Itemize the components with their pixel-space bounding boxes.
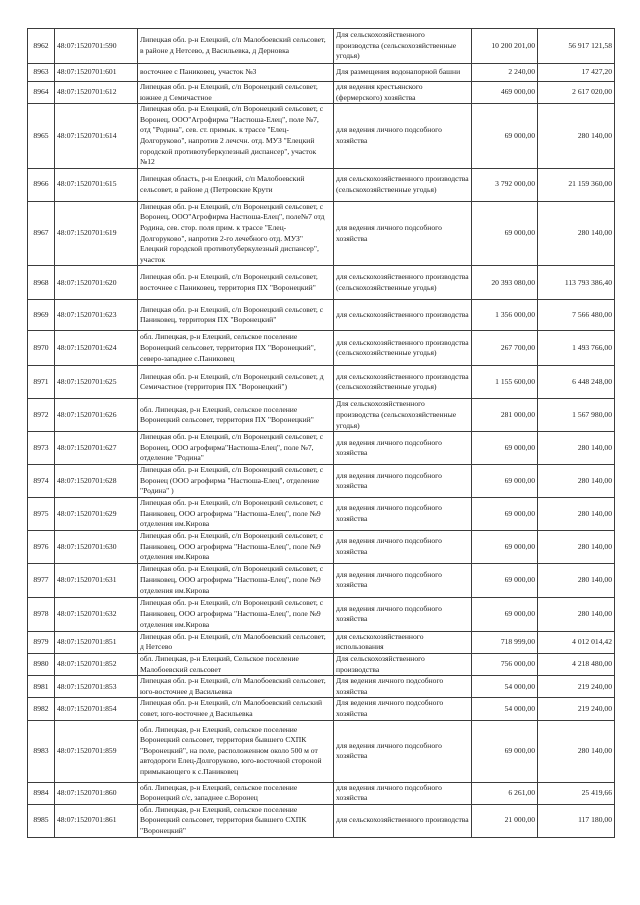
cadastral-value-cell: 280 140,00: [538, 104, 615, 169]
address-cell: Липецкая обл. р-н Елецкий, с/п Воронецкий сельсовет, с Паниковец, ООО агрофирма "Настюша-Елец", поле №9 отделения им.Кирова: [138, 498, 334, 531]
area-cell: 69 000,00: [472, 201, 538, 266]
area-cell: 69 000,00: [472, 720, 538, 782]
area-cell: 718 999,00: [472, 631, 538, 653]
row-number: 8971: [28, 366, 55, 399]
area-cell: 469 000,00: [472, 82, 538, 104]
cadastral-number: 48:07:1520701:620: [55, 266, 138, 300]
table-row: [28, 168, 615, 201]
cadastral-value-cell: 6 448 248,00: [538, 366, 615, 399]
table-row: [28, 201, 615, 266]
row-number: 8967: [28, 201, 55, 266]
row-number: 8980: [28, 654, 55, 676]
address-cell: Липецкая обл. р-н Елецкий, с/п Воронецкий сельсовет, с Паниковец, территория ПХ "Воронецкий": [138, 300, 334, 331]
address-cell: Липецкая обл. р-н Елецкий, с/п Воронецкий сельсовет, с Воронец, ООО"Агрофирма "Настюша-Елец", поле №7, отд "Родина", сев. ст. примык. к трассе "Елец-Долгоруково", напротив 2 лечсчн. отд. МУЗ "Елецкий городской противотуберкулезный диспансер", участок №12: [138, 104, 334, 169]
address-cell: Липецкая обл. р-н Елецкий, с/п Воронецкий сельсовет, д Семичастное (территория ПХ "Воронецкий"): [138, 366, 334, 399]
cadastral-number: 48:07:1520701:629: [55, 498, 138, 531]
row-number: 8984: [28, 782, 55, 804]
area-cell: 69 000,00: [472, 498, 538, 531]
cadastral-number: 48:07:1520701:860: [55, 782, 138, 804]
area-cell: 54 000,00: [472, 698, 538, 720]
cadastral-number: 48:07:1520701:615: [55, 168, 138, 201]
land-use-cell: Для сельскохозяйственного производства: [334, 654, 472, 676]
cadastral-value-cell: 219 240,00: [538, 698, 615, 720]
table-row: [28, 530, 615, 563]
cadastral-number: 48:07:1520701:632: [55, 597, 138, 631]
table-row: [28, 804, 615, 837]
address-cell: Липецкая обл. р-н Елецкий, с/п Малобоевский сельский совет, юго-восточнее д Васильевка: [138, 698, 334, 720]
row-number: 8979: [28, 631, 55, 653]
address-cell: обл. Липецкая, р-н Елецкий, сельское поселение Воронецкий сельсовет, территория бывшего СХПК "Воронецкий": [138, 804, 334, 837]
area-cell: 21 000,00: [472, 804, 538, 837]
row-number: 8983: [28, 720, 55, 782]
address-cell: Липецкая обл. р-н Елецкий, с/п Воронецкий сельсовет, южнее д Семичастное: [138, 82, 334, 104]
row-number: 8981: [28, 676, 55, 698]
address-cell: Липецкая обл. р-н Елецкий, с/п Малобоевский сельсовет, в районе д Нетсево, д Васильевка, д Дерновка: [138, 29, 334, 64]
row-number: 8974: [28, 465, 55, 498]
row-number: 8975: [28, 498, 55, 531]
table-row: [28, 465, 615, 498]
cadastral-value-cell: 2 617 020,00: [538, 82, 615, 104]
area-cell: 3 792 000,00: [472, 168, 538, 201]
address-cell: обл. Липецкая, р-н Елецкий, сельское поселение Воронецкий с/с, западнее с.Воронец: [138, 782, 334, 804]
cadastral-value-cell: 56 917 121,58: [538, 29, 615, 64]
land-use-cell: для ведения личного подсобного хозяйства: [334, 530, 472, 563]
cadastral-value-cell: 219 240,00: [538, 676, 615, 698]
table-row: [28, 104, 615, 169]
cadastral-value-cell: 7 566 480,00: [538, 300, 615, 331]
cadastral-value-cell: 113 793 386,40: [538, 266, 615, 300]
table-row: [28, 676, 615, 698]
row-number: 8982: [28, 698, 55, 720]
cadastral-value-cell: 1 493 766,00: [538, 331, 615, 366]
land-use-cell: Для ведения личного подсобного хозяйства: [334, 676, 472, 698]
cadastral-number: 48:07:1520701:853: [55, 676, 138, 698]
area-cell: 69 000,00: [472, 597, 538, 631]
address-cell: обл. Липецкая, р-н Елецкий, сельское поселение Воронецкий сельсовет, территория ПХ "Воронецкий", северо-западнее с.Паниковец: [138, 331, 334, 366]
cadastral-number: 48:07:1520701:852: [55, 654, 138, 676]
cadastral-value-cell: 4 218 480,00: [538, 654, 615, 676]
area-cell: 1 155 600,00: [472, 366, 538, 399]
table-row: [28, 300, 615, 331]
land-use-cell: для сельскохозяйственного производства (сельскохозяйственные угодья): [334, 168, 472, 201]
area-cell: 756 000,00: [472, 654, 538, 676]
row-number: 8963: [28, 64, 55, 82]
cadastral-number: 48:07:1520701:861: [55, 804, 138, 837]
cadastral-number: 48:07:1520701:627: [55, 432, 138, 465]
cadastral-value-cell: 25 419,66: [538, 782, 615, 804]
cadastral-number: 48:07:1520701:859: [55, 720, 138, 782]
address-cell: Липецкая обл. р-н Елецкий, с/п Воронецкий сельсовет, с Воронец, ООО агрофирма"Настюша-Елец", поле №7, отделение "Родина": [138, 432, 334, 465]
land-use-cell: для сельскохозяйственного производства (сельскохозяйственные угодья): [334, 366, 472, 399]
cadastral-value-cell: 280 140,00: [538, 498, 615, 531]
address-cell: восточнее с Паниковец, участок №3: [138, 64, 334, 82]
address-cell: Липецкая обл. р-н Елецкий, с/п Воронецкий сельсовет, с Воронец (ООО агрофирма "Настюша-Елец", отделение "Родина" ): [138, 465, 334, 498]
land-use-cell: для ведения личного подсобного хозяйства: [334, 782, 472, 804]
address-cell: обл. Липецкая, р-н Елецкий, сельское поселение Воронецкий сельсовет, территория ПХ "Воронецкий": [138, 399, 334, 432]
table-row: [28, 720, 615, 782]
row-number: 8969: [28, 300, 55, 331]
cadastral-number: 48:07:1520701:619: [55, 201, 138, 266]
land-use-cell: для сельскохозяйственного производства: [334, 300, 472, 331]
area-cell: 69 000,00: [472, 104, 538, 169]
land-use-cell: Для размещения водонапорной башни: [334, 64, 472, 82]
area-cell: 69 000,00: [472, 563, 538, 597]
row-number: 8973: [28, 432, 55, 465]
area-cell: 69 000,00: [472, 530, 538, 563]
address-cell: Липецкая обл. р-н Елецкий, с/п Воронецкий сельсовет, восточнее с Паниковец, территория ПХ "Воронецкий": [138, 266, 334, 300]
row-number: 8964: [28, 82, 55, 104]
table-row: [28, 366, 615, 399]
area-cell: 281 000,00: [472, 399, 538, 432]
address-cell: Липецкая область, р-н Елецкий, с/п Малобоевский сельсовет, в районе д (Петровские Крути: [138, 168, 334, 201]
address-cell: Липецкая обл. р-н Елецкий, с/п Воронецкий сельсовет, с Паниковец, ООО агрофирма "Настюша-Елец", поле №9 отделения им.Кирова: [138, 597, 334, 631]
land-use-cell: для сельскохозяйственного использования: [334, 631, 472, 653]
cadastral-value-cell: 4 012 014,42: [538, 631, 615, 653]
land-use-cell: для ведения личного подсобного хозяйства: [334, 498, 472, 531]
cadastral-value-cell: 280 140,00: [538, 465, 615, 498]
address-cell: обл. Липецкая, р-н Елецкий, сельское поселение Воронецкий сельсовет, территория бывшего СХПК "Воронецкий", на поле, расположенном около 500 м от автодороги Елец-Долгоруково, юго-восточной стороной примыкающего к с.Паниковец: [138, 720, 334, 782]
cadastral-value-cell: 280 140,00: [538, 563, 615, 597]
cadastral-number: 48:07:1520701:854: [55, 698, 138, 720]
cadastral-value-cell: 117 180,00: [538, 804, 615, 837]
land-use-cell: для ведения личного подсобного хозяйства: [334, 597, 472, 631]
cadastral-value-cell: 17 427,20: [538, 64, 615, 82]
table-row: [28, 782, 615, 804]
cadastral-number: 48:07:1520701:614: [55, 104, 138, 169]
area-cell: 2 240,00: [472, 64, 538, 82]
table-row: [28, 331, 615, 366]
land-use-cell: для ведения личного подсобного хозяйства: [334, 720, 472, 782]
area-cell: 20 393 080,00: [472, 266, 538, 300]
address-cell: обл. Липецкая, р-н Елецкий, Сельское поселение Малобоевский сельсовет: [138, 654, 334, 676]
cadastral-number: 48:07:1520701:590: [55, 29, 138, 64]
land-use-cell: для ведения личного подсобного хозяйства: [334, 432, 472, 465]
cadastral-value-cell: 21 159 360,00: [538, 168, 615, 201]
land-use-cell: Для сельскохозяйственного производства (сельскохозяйственные угодья): [334, 29, 472, 64]
table-row: [28, 266, 615, 300]
cadastral-value-cell: 280 140,00: [538, 530, 615, 563]
row-number: 8978: [28, 597, 55, 631]
area-cell: 54 000,00: [472, 676, 538, 698]
row-number: 8985: [28, 804, 55, 837]
cadastral-value-cell: 280 140,00: [538, 597, 615, 631]
land-plot-table: [27, 28, 615, 838]
row-number: 8962: [28, 29, 55, 64]
cadastral-number: 48:07:1520701:624: [55, 331, 138, 366]
table-row: [28, 597, 615, 631]
table-row: [28, 631, 615, 653]
table-row: [28, 698, 615, 720]
land-use-cell: для сельскохозяйственного производства (сельскохозяйственные угодья): [334, 331, 472, 366]
cadastral-number: 48:07:1520701:631: [55, 563, 138, 597]
area-cell: 10 200 201,00: [472, 29, 538, 64]
cadastral-value-cell: 280 140,00: [538, 432, 615, 465]
cadastral-value-cell: 280 140,00: [538, 201, 615, 266]
land-use-cell: для ведения личного подсобного хозяйства: [334, 201, 472, 266]
cadastral-number: 48:07:1520701:851: [55, 631, 138, 653]
table-row: [28, 432, 615, 465]
address-cell: Липецкая обл. р-н Елецкий, с/п Малобоевский сельсовет, юго-восточнее д Васильевка: [138, 676, 334, 698]
table-row: [28, 82, 615, 104]
table-row: [28, 64, 615, 82]
cadastral-number: 48:07:1520701:623: [55, 300, 138, 331]
land-use-cell: для ведения личного подсобного хозяйства: [334, 465, 472, 498]
table-row: [28, 399, 615, 432]
row-number: 8976: [28, 530, 55, 563]
land-use-cell: для сельскохозяйственного производства: [334, 804, 472, 837]
cadastral-number: 48:07:1520701:625: [55, 366, 138, 399]
area-cell: 69 000,00: [472, 465, 538, 498]
cadastral-number: 48:07:1520701:628: [55, 465, 138, 498]
row-number: 8968: [28, 266, 55, 300]
row-number: 8972: [28, 399, 55, 432]
area-cell: 1 356 000,00: [472, 300, 538, 331]
area-cell: 6 261,00: [472, 782, 538, 804]
address-cell: Липецкая обл. р-н Елецкий, с/п Малобоевский сельсовет, д Нетсево: [138, 631, 334, 653]
row-number: 8977: [28, 563, 55, 597]
land-use-cell: для ведения личного подсобного хозяйства: [334, 104, 472, 169]
cadastral-value-cell: 280 140,00: [538, 720, 615, 782]
address-cell: Липецкая обл. р-н Елецкий, с/п Воронецкий сельсовет, с Паниковец, ООО агрофирма "Настюша-Елец", поле №9 отделения им.Кирова: [138, 563, 334, 597]
land-use-cell: для ведения крестьянского (фермерского) хозяйства: [334, 82, 472, 104]
area-cell: 267 700,00: [472, 331, 538, 366]
row-number: 8966: [28, 168, 55, 201]
table-row: [28, 498, 615, 531]
cadastral-number: 48:07:1520701:601: [55, 64, 138, 82]
address-cell: Липецкая обл. р-н Елецкий, с/п Воронецкий сельсовет, с Воронец, ООО"Агрофирма Настюша-Елец", поле№7 отд Родина, сев. стор. поля прим. к трассе "Елец-Долгоруково", напротив 2-го лечебного отд. МУЗ" Елецкий городской противотуберкулезный диспансер", участок: [138, 201, 334, 266]
table-row: [28, 563, 615, 597]
table-row: [28, 29, 615, 64]
cadastral-number: 48:07:1520701:630: [55, 530, 138, 563]
cadastral-number: 48:07:1520701:612: [55, 82, 138, 104]
land-use-cell: для ведения личного подсобного хозяйства: [334, 563, 472, 597]
address-cell: Липецкая обл. р-н Елецкий, с/п Воронецкий сельсовет, с Паниковец, ООО агрофирма "Настюша-Елец", поле №9 отделения им.Кирова: [138, 530, 334, 563]
area-cell: 69 000,00: [472, 432, 538, 465]
row-number: 8965: [28, 104, 55, 169]
land-use-cell: Для сельскохозяйственного производства (сельскохозяйственные угодья): [334, 399, 472, 432]
table-row: [28, 654, 615, 676]
table-body: [28, 29, 615, 838]
cadastral-number: 48:07:1520701:626: [55, 399, 138, 432]
row-number: 8970: [28, 331, 55, 366]
land-use-cell: для сельскохозяйственного производства (сельскохозяйственные угодья): [334, 266, 472, 300]
cadastral-value-cell: 1 567 980,00: [538, 399, 615, 432]
land-use-cell: Для ведения личного подсобного хозяйства: [334, 698, 472, 720]
